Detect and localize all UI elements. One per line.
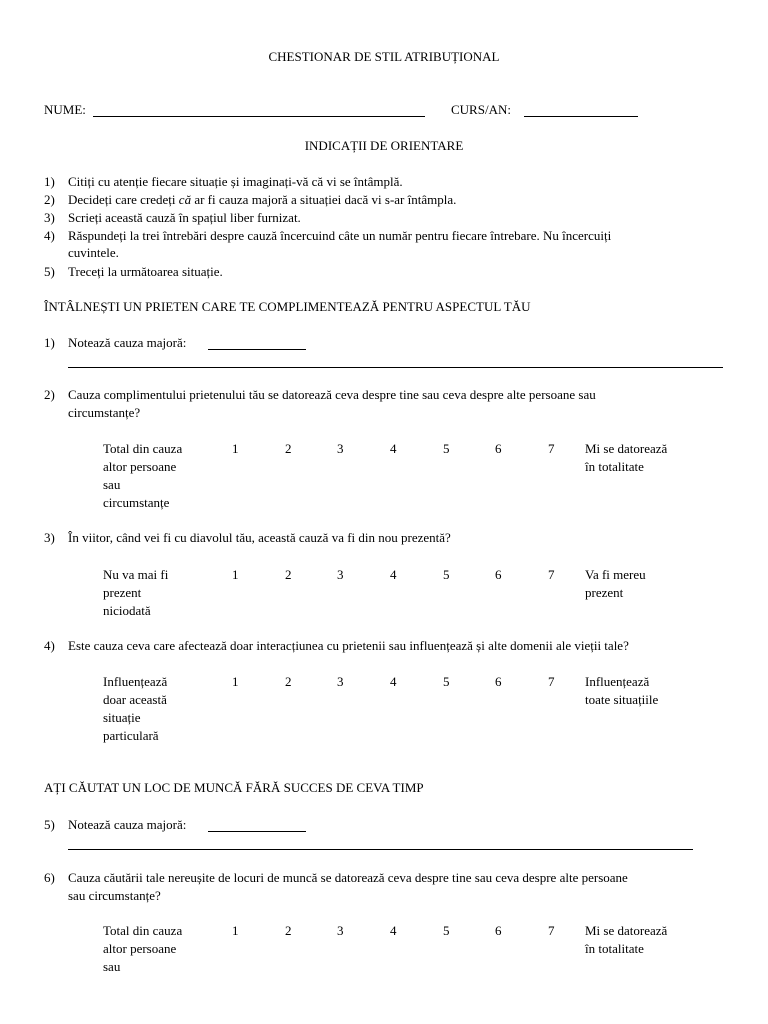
scale-option[interactable]: 5 <box>443 674 450 689</box>
scale-option[interactable]: 6 <box>495 674 502 689</box>
name-blank-line <box>93 116 425 117</box>
name-label: NUME: <box>44 102 86 117</box>
scale-option[interactable]: 6 <box>495 567 502 582</box>
anchor-line: sau <box>103 477 121 492</box>
instruction-number: 4) <box>44 228 55 243</box>
instruction-text-part: Decideți care credeți <box>68 192 179 207</box>
scale-option[interactable]: 6 <box>495 441 502 456</box>
question-text-continued: sau circumstanțe? <box>68 888 161 903</box>
scale-option[interactable]: 1 <box>232 441 239 456</box>
anchor-line: circumstanțe <box>103 495 170 510</box>
instruction-emphasis: că <box>178 192 192 207</box>
major-cause-long-line <box>68 367 723 368</box>
scale-option[interactable]: 1 <box>232 674 239 689</box>
instruction-text-continued: cuvintele. <box>68 245 119 260</box>
question-number: 3) <box>44 530 55 545</box>
anchor-line: Mi se datorează <box>585 441 668 456</box>
scale-option[interactable]: 7 <box>548 674 555 689</box>
section-heading: ÎNTÂLNEȘTI UN PRIETEN CARE TE COMPLIMENTEAZĂ PENTRU ASPECTUL TĂU <box>44 299 531 314</box>
anchor-line: Influențează <box>585 674 650 689</box>
question-text-continued: circumstanțe? <box>68 405 141 420</box>
question-text: Este cauza ceva care afectează doar interacțiunea cu prietenii sau influențează și alte domenii ale vieții tale? <box>68 638 629 653</box>
major-cause-label: Notează cauza majoră: <box>68 335 187 350</box>
anchor-line: Influențează <box>103 674 168 689</box>
scale-option[interactable]: 1 <box>232 567 239 582</box>
scale-option[interactable]: 3 <box>337 923 344 938</box>
anchor-line: situație <box>103 710 141 725</box>
anchor-line: toate situațiile <box>585 692 659 707</box>
anchor-line: Nu va mai fi <box>103 567 169 582</box>
anchor-line: altor persoane <box>103 941 177 956</box>
anchor-line: prezent <box>585 585 624 600</box>
scale-option[interactable]: 2 <box>285 567 292 582</box>
scale-option[interactable]: 4 <box>390 674 397 689</box>
anchor-line: sau <box>103 959 121 974</box>
instructions-heading: INDICAȚII DE ORIENTARE <box>304 138 464 153</box>
scale-left-anchor <box>103 922 182 976</box>
course-blank-line <box>524 116 638 117</box>
scale-option[interactable]: 3 <box>337 441 344 456</box>
instruction-number: 1) <box>44 174 55 189</box>
scale-option[interactable]: 3 <box>337 567 344 582</box>
scale-option[interactable]: 2 <box>285 674 292 689</box>
anchor-line: Va fi mereu <box>585 567 646 582</box>
question-number: 2) <box>44 387 55 402</box>
scale-option[interactable]: 4 <box>390 441 397 456</box>
scale-option[interactable]: 7 <box>548 441 555 456</box>
question-number: 6) <box>44 870 55 885</box>
instruction-number: 5) <box>44 264 55 279</box>
course-label: CURS/AN: <box>451 102 511 117</box>
scale-left-anchor <box>103 440 182 512</box>
anchor-line: prezent <box>103 585 142 600</box>
scale-option[interactable]: 5 <box>443 567 450 582</box>
scale-right-anchor <box>585 440 667 476</box>
question-text: În viitor, când vei fi cu diavolul tău, această cauză va fi din nou prezentă? <box>68 530 451 545</box>
major-cause-label: Notează cauza majoră: <box>68 817 187 832</box>
instruction-text: Scrieți această cauză în spațiul liber furnizat. <box>68 210 301 225</box>
instruction-text: Treceți la următoarea situație. <box>68 264 223 279</box>
anchor-line: niciodată <box>103 603 151 618</box>
question-text: Cauza căutării tale nereușite de locuri de muncă se datorează ceva despre tine sau ceva despre alte persoane <box>68 870 628 885</box>
instruction-text: Citiți cu atenție fiecare situație și imaginați-vă că vi se întâmplă. <box>68 174 403 189</box>
instruction-text <box>68 191 456 208</box>
major-cause-short-line <box>208 831 306 832</box>
anchor-line: altor persoane <box>103 459 177 474</box>
section-heading: AȚI CĂUTAT UN LOC DE MUNCĂ FĂRĂ SUCCES DE CEVA TIMP <box>44 780 424 795</box>
scale-option[interactable]: 2 <box>285 923 292 938</box>
instruction-number: 2) <box>44 192 55 207</box>
instruction-number: 3) <box>44 210 55 225</box>
scale-option[interactable]: 6 <box>495 923 502 938</box>
scale-option[interactable]: 4 <box>390 923 397 938</box>
instruction-text-part: ar fi cauza majoră a situației dacă vi s-ar întâmpla. <box>191 192 457 207</box>
scale-left-anchor <box>103 673 167 745</box>
question-number: 4) <box>44 638 55 653</box>
anchor-line: Mi se datorează <box>585 923 668 938</box>
scale-option[interactable]: 7 <box>548 567 555 582</box>
question-number: 1) <box>44 335 55 350</box>
scale-option[interactable]: 7 <box>548 923 555 938</box>
anchor-line: particulară <box>103 728 159 743</box>
question-number: 5) <box>44 817 55 832</box>
instruction-text: Răspundeți la trei întrebări despre cauză încercuind câte un număr pentru fiecare întrebare. Nu încercuiți <box>68 228 612 243</box>
scale-option[interactable]: 4 <box>390 567 397 582</box>
scale-right-anchor <box>585 566 646 602</box>
scale-option[interactable]: 1 <box>232 923 239 938</box>
anchor-line: în totalitate <box>585 941 644 956</box>
anchor-line: Total din cauza <box>103 923 183 938</box>
major-cause-long-line <box>68 849 693 850</box>
scale-option[interactable]: 3 <box>337 674 344 689</box>
scale-right-anchor <box>585 673 658 709</box>
major-cause-short-line <box>208 349 306 350</box>
anchor-line: doar această <box>103 692 167 707</box>
scale-right-anchor <box>585 922 667 958</box>
question-text: Cauza complimentului prietenului tău se datorează ceva despre tine sau ceva despre alte persoane sau <box>68 387 596 402</box>
scale-option[interactable]: 5 <box>443 441 450 456</box>
document-title: CHESTIONAR DE STIL ATRIBUȚIONAL <box>268 49 500 64</box>
scale-option[interactable]: 5 <box>443 923 450 938</box>
scale-left-anchor <box>103 566 168 620</box>
anchor-line: în totalitate <box>585 459 644 474</box>
scale-option[interactable]: 2 <box>285 441 292 456</box>
anchor-line: Total din cauza <box>103 441 183 456</box>
